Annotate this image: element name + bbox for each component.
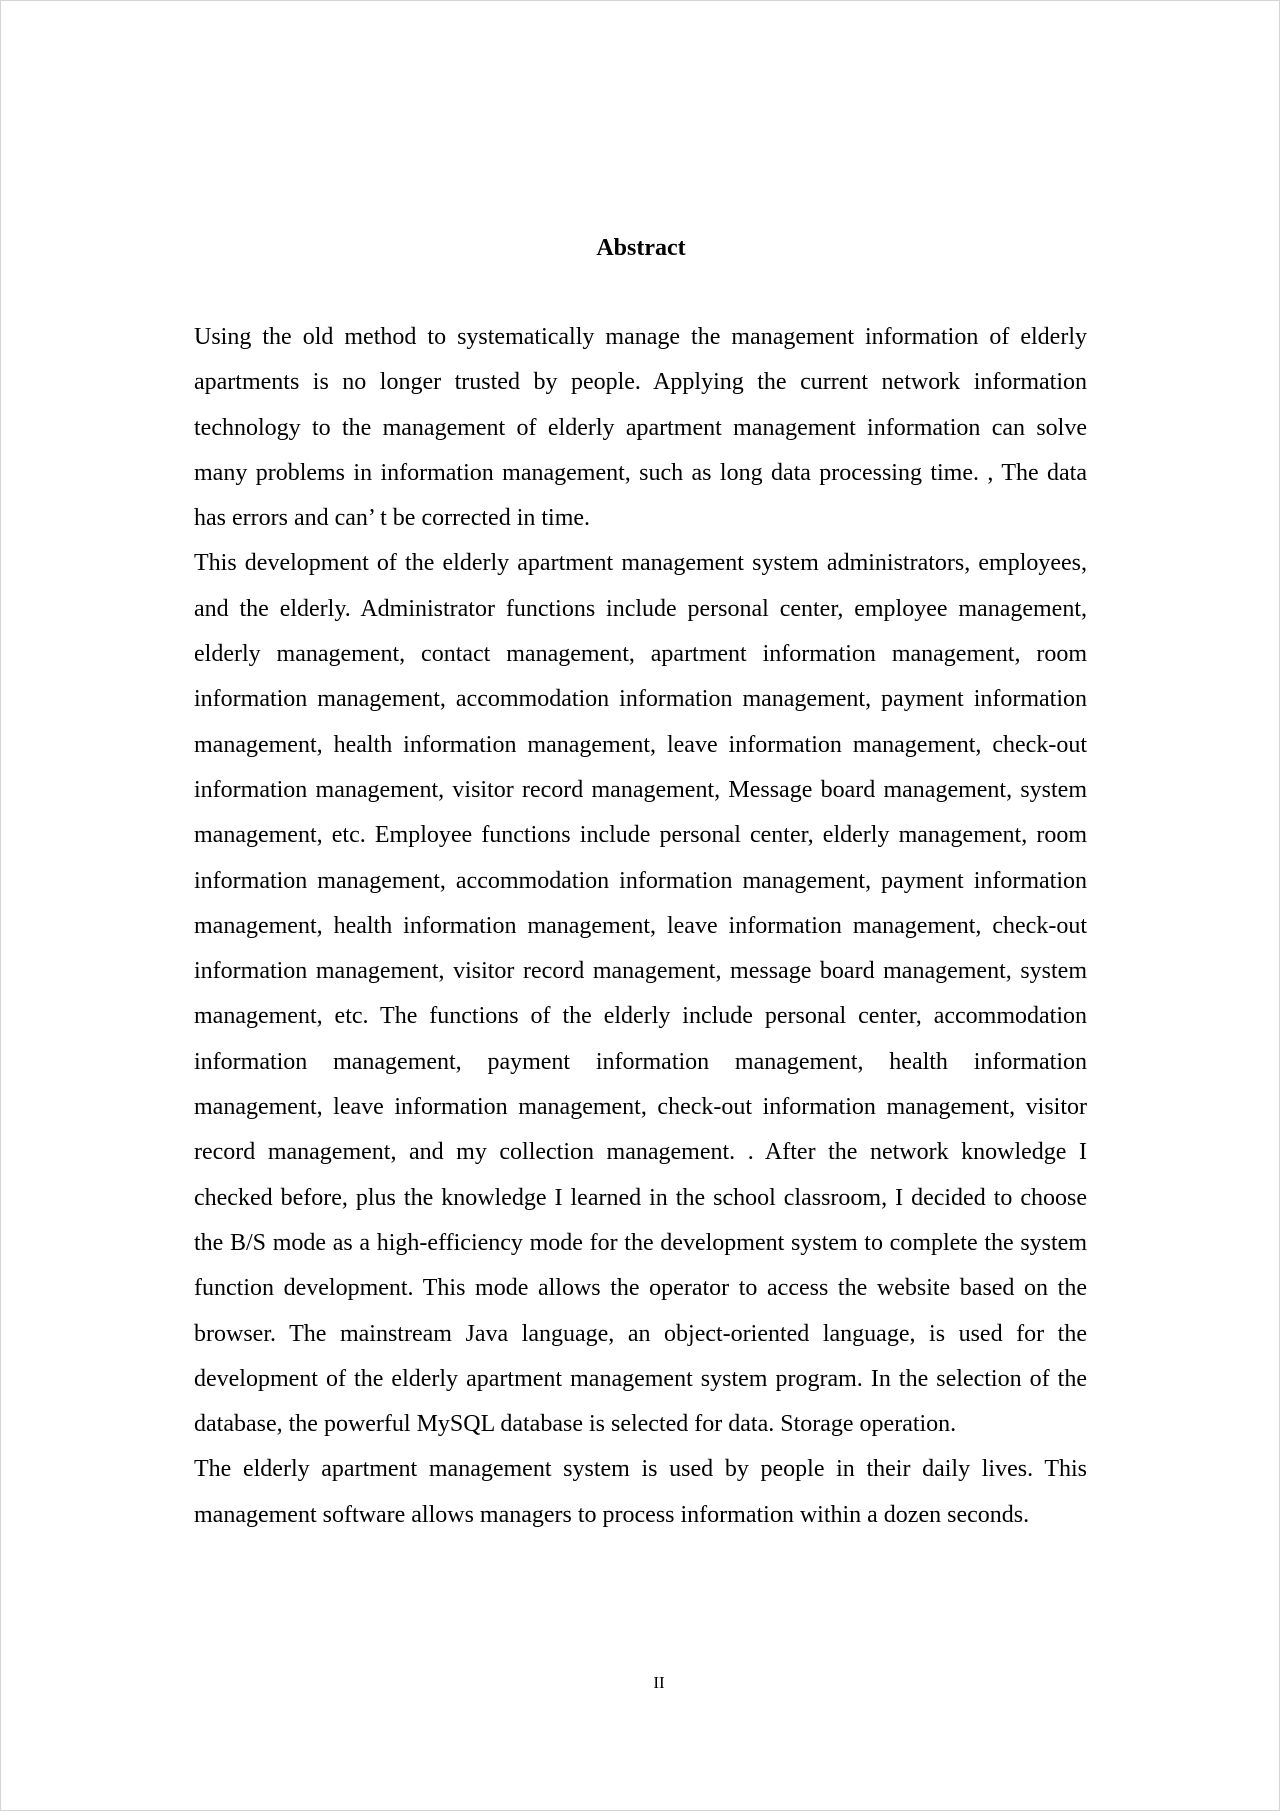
abstract-paragraph-2: This development of the elderly apartment management system administrators, employees, and the elderly. Administrator functions include personal center, employee management, elderly management, contact management, apartment information management, room information management, accommodation information management, payment information management, health information management, leave information management, check-out information management, visitor record management, Message board management, system management, etc. Employee functions include personal center, elderly management, room information management, accommodation information management, payment information management, health information management, leave information management, check-out information management, visitor record management, message board management, system management, etc. The functions of the elderly include personal center, accommodation information management, payment information management, health information management, leave information management, check-out information management, visitor record management, and my collection management. . After the network knowledge I checked before, plus the knowledge I learned in the school classroom, I decided to choose the B/S mode as a high-efficiency mode for the development system to complete the system function development. This mode allows the operator to access the website based on the browser. The mainstream Java language, an object-oriented language, is used for the development of the elderly apartment management system program. In the selection of the database, the powerful MySQL database is selected for data. Storage operation. bbox=[194, 550, 1087, 1438]
abstract-title: Abstract bbox=[596, 235, 686, 261]
page-number: II bbox=[653, 1673, 665, 1692]
abstract-body bbox=[194, 315, 1087, 1538]
abstract-paragraph-1: Using the old method to systematically manage the management information of elderly apartments is no longer trusted by people. Applying the current network information technology to the management of elderly apartment management information can solve many problems in information management, such as long data processing time. , The data has errors and can’ t be corrected in time. bbox=[194, 324, 1087, 532]
abstract-paragraph-3: The elderly apartment management system is used by people in their daily lives. This management software allows managers to process information within a dozen seconds. bbox=[194, 1456, 1087, 1528]
